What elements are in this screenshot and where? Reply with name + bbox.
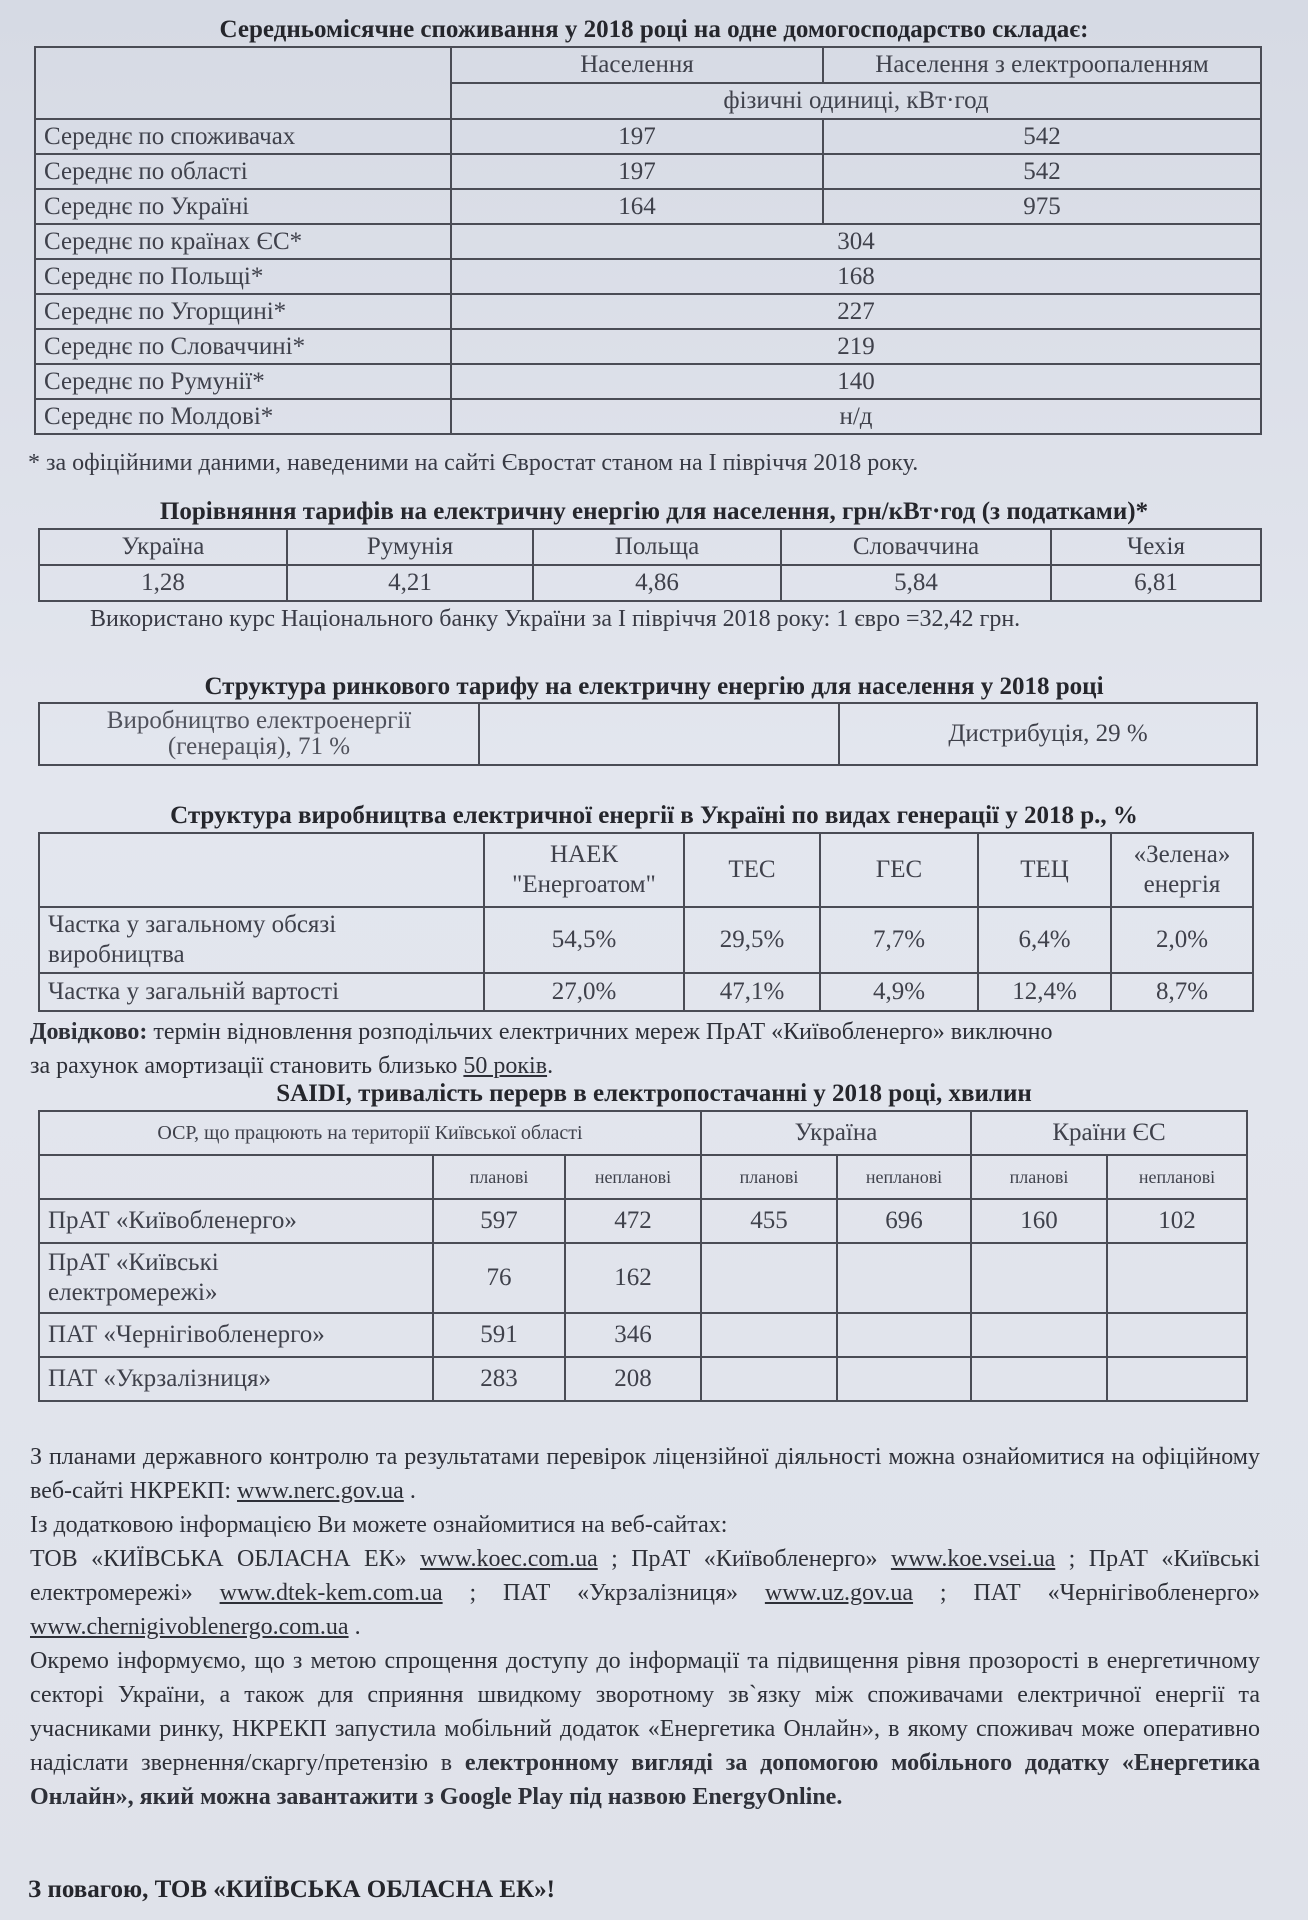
reference-label: Довідково: bbox=[30, 1019, 148, 1045]
population-value: 197 bbox=[451, 154, 823, 189]
reference-text: за рахунок амортизації становить близько bbox=[30, 1053, 464, 1079]
tariff-value: 5,84 bbox=[781, 565, 1051, 601]
saidi-title: SAIDI, тривалість перерв в електропостачанні у 2018 році, хвилин bbox=[276, 1080, 1032, 1107]
planned-subheader: планові bbox=[701, 1155, 837, 1199]
market-title: Структура ринкового тарифу на електричну енергію для населення у 2018 році bbox=[204, 673, 1104, 700]
table-row bbox=[35, 329, 1261, 364]
market-spacer-cell bbox=[479, 703, 839, 765]
header-line2: "Енергоатом" bbox=[512, 871, 656, 898]
share-value: 54,5% bbox=[484, 907, 684, 973]
header-line2: енергія bbox=[1143, 871, 1221, 898]
saidi-value: 455 bbox=[701, 1199, 837, 1243]
consumption-title: Середньомісячне споживання у 2018 році на одне домогосподарство складає: bbox=[219, 16, 1089, 43]
country-header: Україна bbox=[39, 529, 287, 565]
table-row bbox=[35, 119, 1261, 154]
closing-signature: З повагою, ТОВ «КИЇВСЬКА ОБЛАСНА ЕК»! bbox=[28, 1876, 555, 1903]
saidi-value: 472 bbox=[565, 1199, 701, 1243]
share-value: 27,0% bbox=[484, 973, 684, 1011]
table-row bbox=[35, 364, 1261, 399]
market-structure-table bbox=[38, 702, 1258, 766]
table-row bbox=[35, 294, 1261, 329]
country-header: Чехія bbox=[1051, 529, 1261, 565]
share-value: 7,7% bbox=[820, 907, 978, 973]
row-label bbox=[39, 907, 484, 973]
eurostat-footnote: * за офіційними даними, наведеними на сайті Євростат станом на І півріччя 2018 року. bbox=[28, 450, 919, 476]
info-paragraph: З планами державного контролю та результатами перевірок ліцензійної діяльності можна ознайомитися на офіційному веб-сайті НКРЕКП: www.nerc.gov.ua . bbox=[30, 1444, 1260, 1504]
saidi-name-subheader bbox=[39, 1155, 433, 1199]
info-paragraph: ТОВ «КИЇВСЬКА ОБЛАСНА ЕК» www.koec.com.ua ; ПрАТ «Київобленерго» www.koe.vsei.ua ; ПрАТ «Київські електромережі» www.dtek-kem.com.ua ; ПАТ «Укрзалізниця» www.uz.gov.ua ; ПАТ «Чернігівобленерго» www.chernigivoblenergo.com.ua . bbox=[30, 1546, 1260, 1640]
row-label: Середнє по області bbox=[35, 154, 451, 189]
uz-link[interactable]: www.uz.gov.ua bbox=[764, 1580, 914, 1606]
heating-value: 975 bbox=[823, 189, 1261, 224]
table-row bbox=[39, 1357, 1247, 1401]
info-text-span: ; ПрАТ «Київські електромережі» bbox=[30, 1546, 1260, 1606]
share-value: 4,9% bbox=[820, 973, 978, 1011]
saidi-value: 160 bbox=[971, 1199, 1107, 1243]
share-value: 12,4% bbox=[978, 973, 1111, 1011]
reference-years: 50 років bbox=[463, 1053, 548, 1079]
production-table bbox=[38, 832, 1254, 1012]
saidi-value bbox=[701, 1313, 837, 1357]
tariff-value: 1,28 bbox=[39, 565, 287, 601]
header-line1: НАЕК bbox=[549, 841, 619, 868]
population-value: 164 bbox=[451, 189, 823, 224]
reference-note bbox=[30, 1015, 1260, 1083]
tariff-value: 4,86 bbox=[533, 565, 781, 601]
saidi-value: 102 bbox=[1107, 1199, 1247, 1243]
osr-name-line1: ПрАТ «Київські bbox=[48, 1249, 219, 1276]
header-tec: ТЕЦ bbox=[978, 833, 1111, 907]
info-paragraph: Із додатковою інформацією Ви можете ознайомитися на веб-сайтах: bbox=[30, 1512, 728, 1538]
header-green bbox=[1111, 833, 1253, 907]
country-header: Румунія bbox=[287, 529, 533, 565]
production-title: Структура виробництва електричної енергії в Україні по видах генерації у 2018 р., % bbox=[170, 802, 1138, 829]
saidi-value bbox=[837, 1357, 971, 1401]
saidi-value bbox=[837, 1313, 971, 1357]
country-header: Словаччина bbox=[781, 529, 1051, 565]
reference-end: . bbox=[547, 1053, 554, 1079]
table-row bbox=[35, 154, 1261, 189]
saidi-value: 162 bbox=[565, 1243, 701, 1313]
saidi-value bbox=[971, 1313, 1107, 1357]
saidi-value: 346 bbox=[565, 1313, 701, 1357]
header-naek bbox=[484, 833, 684, 907]
dtek-link[interactable]: www.dtek-kem.com.ua bbox=[219, 1580, 443, 1606]
merged-value: 219 bbox=[451, 329, 1261, 364]
koe-link[interactable]: www.koe.vsei.ua bbox=[890, 1546, 1056, 1572]
header-ges: ГЕС bbox=[820, 833, 978, 907]
consumption-table bbox=[34, 46, 1262, 435]
info-paragraph bbox=[30, 1644, 1260, 1814]
saidi-value bbox=[971, 1357, 1107, 1401]
merged-value: н/д bbox=[451, 399, 1261, 434]
merged-value: 168 bbox=[451, 259, 1261, 294]
units-cell: фізичні одиниці, кВт·год bbox=[451, 83, 1261, 119]
table-row bbox=[35, 224, 1261, 259]
tariff-value: 4,21 bbox=[287, 565, 533, 601]
row-label: Середнє по Угорщині* bbox=[35, 294, 451, 329]
info-text-span: ТОВ «КИЇВСЬКА ОБЛАСНА ЕК» bbox=[30, 1546, 421, 1572]
heating-value: 542 bbox=[823, 154, 1261, 189]
saidi-value: 283 bbox=[433, 1357, 565, 1401]
table-row bbox=[39, 1199, 1247, 1243]
osr-name: ПрАТ «Київобленерго» bbox=[39, 1199, 433, 1243]
saidi-value: 76 bbox=[433, 1243, 565, 1313]
nerc-link[interactable]: www.nerc.gov.ua bbox=[237, 1478, 404, 1504]
reference-text: термін відновлення розподільчих електричних мереж ПрАТ «Київобленерго» виключно bbox=[147, 1019, 1053, 1045]
merged-value: 227 bbox=[451, 294, 1261, 329]
saidi-value bbox=[1107, 1313, 1247, 1357]
planned-subheader: планові bbox=[971, 1155, 1107, 1199]
saidi-value: 591 bbox=[433, 1313, 565, 1357]
header-tes: ТЕС bbox=[684, 833, 820, 907]
share-value: 8,7% bbox=[1111, 973, 1253, 1011]
tariff-value: 6,81 bbox=[1051, 565, 1261, 601]
info-text-span: ; ПАТ «Укрзалізниця» bbox=[442, 1580, 765, 1606]
table-row bbox=[39, 973, 1253, 1011]
unplanned-subheader: непланові bbox=[1107, 1155, 1247, 1199]
koec-link[interactable]: www.koec.com.ua bbox=[420, 1546, 598, 1572]
osr-name bbox=[39, 1243, 433, 1313]
chernigiv-link[interactable]: www.chernigivoblenergo.com.ua bbox=[30, 1614, 349, 1640]
saidi-value: 208 bbox=[565, 1357, 701, 1401]
unplanned-subheader: непланові bbox=[837, 1155, 971, 1199]
row-label: Середнє по Польщі* bbox=[35, 259, 451, 294]
row-label: Середнє по споживачах bbox=[35, 119, 451, 154]
eu-header: Країни ЄС bbox=[971, 1111, 1247, 1155]
osr-name: ПАТ «Укрзалізниця» bbox=[39, 1357, 433, 1401]
share-value: 2,0% bbox=[1111, 907, 1253, 973]
generation-cell bbox=[39, 703, 479, 765]
osr-header: ОСР, що працюють на території Київської області bbox=[39, 1111, 701, 1155]
col-electric-heating: Населення з електроопаленням bbox=[823, 47, 1261, 83]
generation-line2: (генерація), 71 % bbox=[167, 733, 351, 760]
row-label: Середнє по Словаччині* bbox=[35, 329, 451, 364]
saidi-value bbox=[701, 1243, 837, 1313]
saidi-value: 696 bbox=[837, 1199, 971, 1243]
exchange-rate-note: Використано курс Національного банку України за І півріччя 2018 року: 1 євро =32,42 грн. bbox=[90, 606, 1021, 632]
row-label: Середнє по Україні bbox=[35, 189, 451, 224]
saidi-value bbox=[1107, 1357, 1247, 1401]
header-line1: «Зелена» bbox=[1133, 841, 1231, 868]
saidi-value bbox=[1107, 1243, 1247, 1313]
osr-name: ПАТ «Чернігівобленерго» bbox=[39, 1313, 433, 1357]
share-value: 29,5% bbox=[684, 907, 820, 973]
table-row bbox=[35, 259, 1261, 294]
country-header: Польща bbox=[533, 529, 781, 565]
share-value: 47,1% bbox=[684, 973, 820, 1011]
ukraine-header: Україна bbox=[701, 1111, 971, 1155]
row-label: Частка у загальній вартості bbox=[39, 973, 484, 1011]
population-value: 197 bbox=[451, 119, 823, 154]
tariffs-title: Порівняння тарифів на електричну енергію для населення, грн/кВт·год (з податками)* bbox=[159, 498, 1149, 525]
row-label-line2: виробництва bbox=[48, 941, 185, 968]
info-text-span: Окремо інформуємо, що з метою спрощення доступу до інформації та підвищення рівня прозорості в енергетичному секторі України, а також для сприяння швидкому зворотному зв`язку між споживачами електричної енергії та учасниками ринку, НКРЕКП запустила мобільний додаток «Енергетика Онлайн», в якому споживач може оперативно надіслати звернення/скаргу/претензію в bbox=[30, 1648, 1260, 1776]
production-corner-cell bbox=[39, 833, 484, 907]
osr-name-line2: електромережі» bbox=[48, 1279, 218, 1306]
info-text-span: З планами державного контролю та результатами перевірок ліцензійної діяльності можна ознайомитися на офіційному веб-сайті НКРЕКП: bbox=[30, 1444, 1260, 1504]
consumption-corner-cell bbox=[35, 47, 451, 119]
saidi-value bbox=[837, 1243, 971, 1313]
table-row bbox=[35, 399, 1261, 434]
saidi-value: 597 bbox=[433, 1199, 565, 1243]
info-text-span: ; ПАТ «Чернігівобленерго» bbox=[913, 1580, 1260, 1606]
info-text-span: ; ПрАТ «Київобленерго» bbox=[597, 1546, 891, 1572]
row-label: Середнє по Молдові* bbox=[35, 399, 451, 434]
table-row bbox=[39, 1243, 1247, 1313]
planned-subheader: планові bbox=[433, 1155, 565, 1199]
row-label-line1: Частка у загальному обсязі bbox=[48, 911, 337, 938]
tariffs-table bbox=[38, 528, 1262, 602]
saidi-table bbox=[38, 1110, 1248, 1402]
share-value: 6,4% bbox=[978, 907, 1111, 973]
heating-value: 542 bbox=[823, 119, 1261, 154]
info-text bbox=[30, 1440, 1260, 1814]
row-label: Середнє по Румунії* bbox=[35, 364, 451, 399]
col-population: Населення bbox=[451, 47, 823, 83]
unplanned-subheader: непланові bbox=[565, 1155, 701, 1199]
saidi-value bbox=[971, 1243, 1107, 1313]
table-row bbox=[39, 907, 1253, 973]
distribution-cell: Дистрибуція, 29 % bbox=[839, 703, 1257, 765]
saidi-value bbox=[701, 1357, 837, 1401]
app-download-note: електронному вигляді за допомогою мобільного додатку «Енергетика Онлайн», який можна завантажити з Google Play під назвою EnergyOnline. bbox=[30, 1750, 1260, 1810]
table-row bbox=[39, 1313, 1247, 1357]
merged-value: 140 bbox=[451, 364, 1261, 399]
row-label: Середнє по країнах ЄС* bbox=[35, 224, 451, 259]
merged-value: 304 bbox=[451, 224, 1261, 259]
generation-line1: Виробництво електроенергії bbox=[106, 707, 412, 734]
table-row bbox=[35, 189, 1261, 224]
